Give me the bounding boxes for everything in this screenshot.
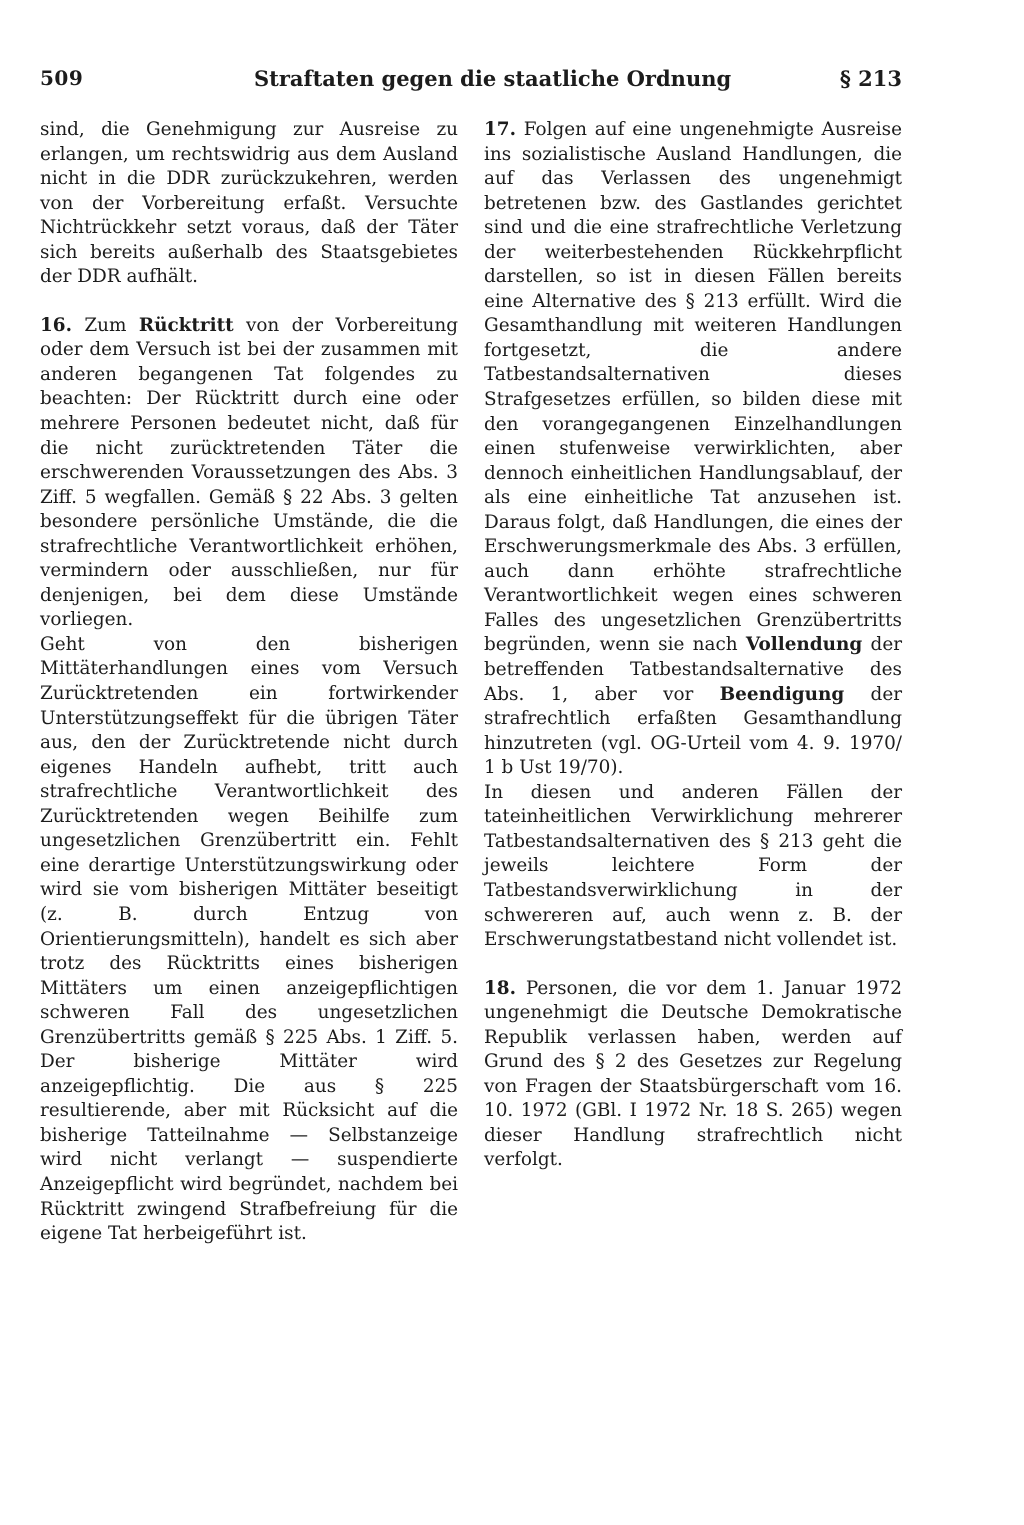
paragraph-number: 16. xyxy=(40,314,72,336)
paragraph-17 xyxy=(484,118,902,781)
page-header xyxy=(40,66,902,100)
paragraph-number: 17. xyxy=(484,119,516,140)
text-run: Personen, die vor dem 1. Januar 1972 ungenehmigt die Deutsche Demokratische Republik verlassen haben, werden auf Grund des § 2 des Gesetzes zur Regelung von Fragen der Staatsbürgerschaft vom 16. 10. 1972 (GBl. I 1972 Nr. 18 S. 265) wegen dieser Handlung strafrechtlich nicht verfolgt. xyxy=(484,977,902,1171)
text-run: von der Vorbereitung oder dem Versuch ist bei der zusammen mit anderen begangenen Tat folgendes zu beachten: Der Rücktritt durch eine oder mehrere Personen bedeutet nicht, daß für die nicht zurücktretenden Täter die erschwerenden Voraussetzungen des Abs. 3 Ziff. 5 wegfallen. Gemäß § 22 Abs. 3 gelten besondere persönliche Umstände, die die strafrechtliche Verantwortlichkeit erhöhen, vermindern oder ausschließen, nur für denjenigen, bei dem diese Umstände vorliegen. xyxy=(40,314,458,631)
bold-term-ruecktritt: Rücktritt xyxy=(138,314,234,336)
text-run: der betreffenden Tatbestandsalternative des Abs. 1, aber vor xyxy=(484,634,902,705)
text-run: Folgen auf eine ungenehmigte Ausreise ins sozialistische Ausland Handlungen, die auf das Verlassen des ungenehmigt betretenen bzw. des Gastlandes gerichtet sind und die eine strafrechtliche Verletzung der weiterbestehenden Rückkehrpflicht darstellen, so ist in diesen Fällen bereits eine Alternative des § 213 erfüllt. Wird die Gesamthandlung mit weiteren Handlungen fortgesetzt, die andere Tatbestandsalternativen dieses Strafgesetzes erfüllen, so bilden diese mit den vorangegangenen Einzelhandlungen einen stufenweise verwirklichten, aber dennoch einheitlichen Handlungsablauf, der als eine einheitliche Tat anzusehen ist. Daraus folgt, daß Handlungen, die eines der Erschwerungsmerkmale des Abs. 3 erfüllen, auch dann erhöhte strafrechtliche Verantwortlichkeit wegen eines schweren Falles des ungesetzlichen Grenzübertritts begründen, wenn sie nach xyxy=(484,119,902,656)
section-marker: § 213 xyxy=(839,66,902,91)
paragraph-16 xyxy=(40,314,458,633)
bold-term-vollendung: Vollendung xyxy=(745,634,863,656)
right-column xyxy=(484,118,902,1173)
text-run: Zum xyxy=(84,314,127,336)
paragraph-16-continued: Geht von den bisherigen Mittäterhandlungen eines vom Versuch Zurücktretenden ein fortwirkender Unterstützungseffekt für die übrigen Täter aus, den der Zurücktretende nicht durch eigenes Handeln aufhebt, tritt auch strafrechtliche Verantwortlichkeit des Zurücktretenden wegen Beihilfe zum ungesetzlichen Grenzübertritt ein. Fehlt eine derartige Unterstützungswirkung oder wird sie vom bisherigen Mittäter beseitigt (z. B. durch Entzug von Orientierungsmitteln), handelt es sich aber trotz des Rücktritts eines bisherigen Mittäters um einen anzeigepflichtigen schweren Fall des ungesetzlichen Grenzübertritts gemäß § 225 Abs. 1 Ziff. 5. Der bisherige Mittäter wird anzeigepflichtig. Die aus § 225 resultierende, aber mit Rücksicht auf die bisherige Tatteilnahme — Selbstanzeige wird nicht verlangt — suspendierte Anzeigepflicht wird begründet, nachdem bei Rücktritt zwingend Strafbefreiung für die eigene Tat herbeigeführt ist. xyxy=(40,633,458,1245)
paragraph-number: 18. xyxy=(484,977,516,999)
paragraph-17-continued: In diesen und anderen Fällen der tateinheitlichen Verwirklichung mehrerer Tatbestandsalternativen des § 213 geht die jeweils leichtere Form der Tatbestandsverwirklichung in der schwereren auf, auch wenn z. B. der Erschwerungstatbestand nicht vollendet ist. xyxy=(484,781,902,951)
paragraph-continued: sind, die Genehmigung zur Ausreise zu erlangen, um rechtswidrig aus dem Ausland nicht in die DDR zurückzukehren, werden von der Vorbereitung erfaßt. Versuchte Nichtrückkehr setzt voraus, daß der Täter sich bereits außerhalb des Staatsgebietes der DDR aufhält. xyxy=(40,119,458,288)
page-number: 509 xyxy=(40,66,84,90)
running-title: Straftaten gegen die staatliche Ordnung xyxy=(254,66,732,91)
paragraph-18 xyxy=(484,977,902,1173)
bold-term-beendigung: Beendigung xyxy=(719,683,845,705)
text-run: der strafrechtlich erfaßten Gesamthandlung hinzutreten (vgl. OG-Urteil vom 4. 9. 1970/ 1 b Ust 19/70). xyxy=(484,683,902,779)
left-column xyxy=(40,118,458,1247)
